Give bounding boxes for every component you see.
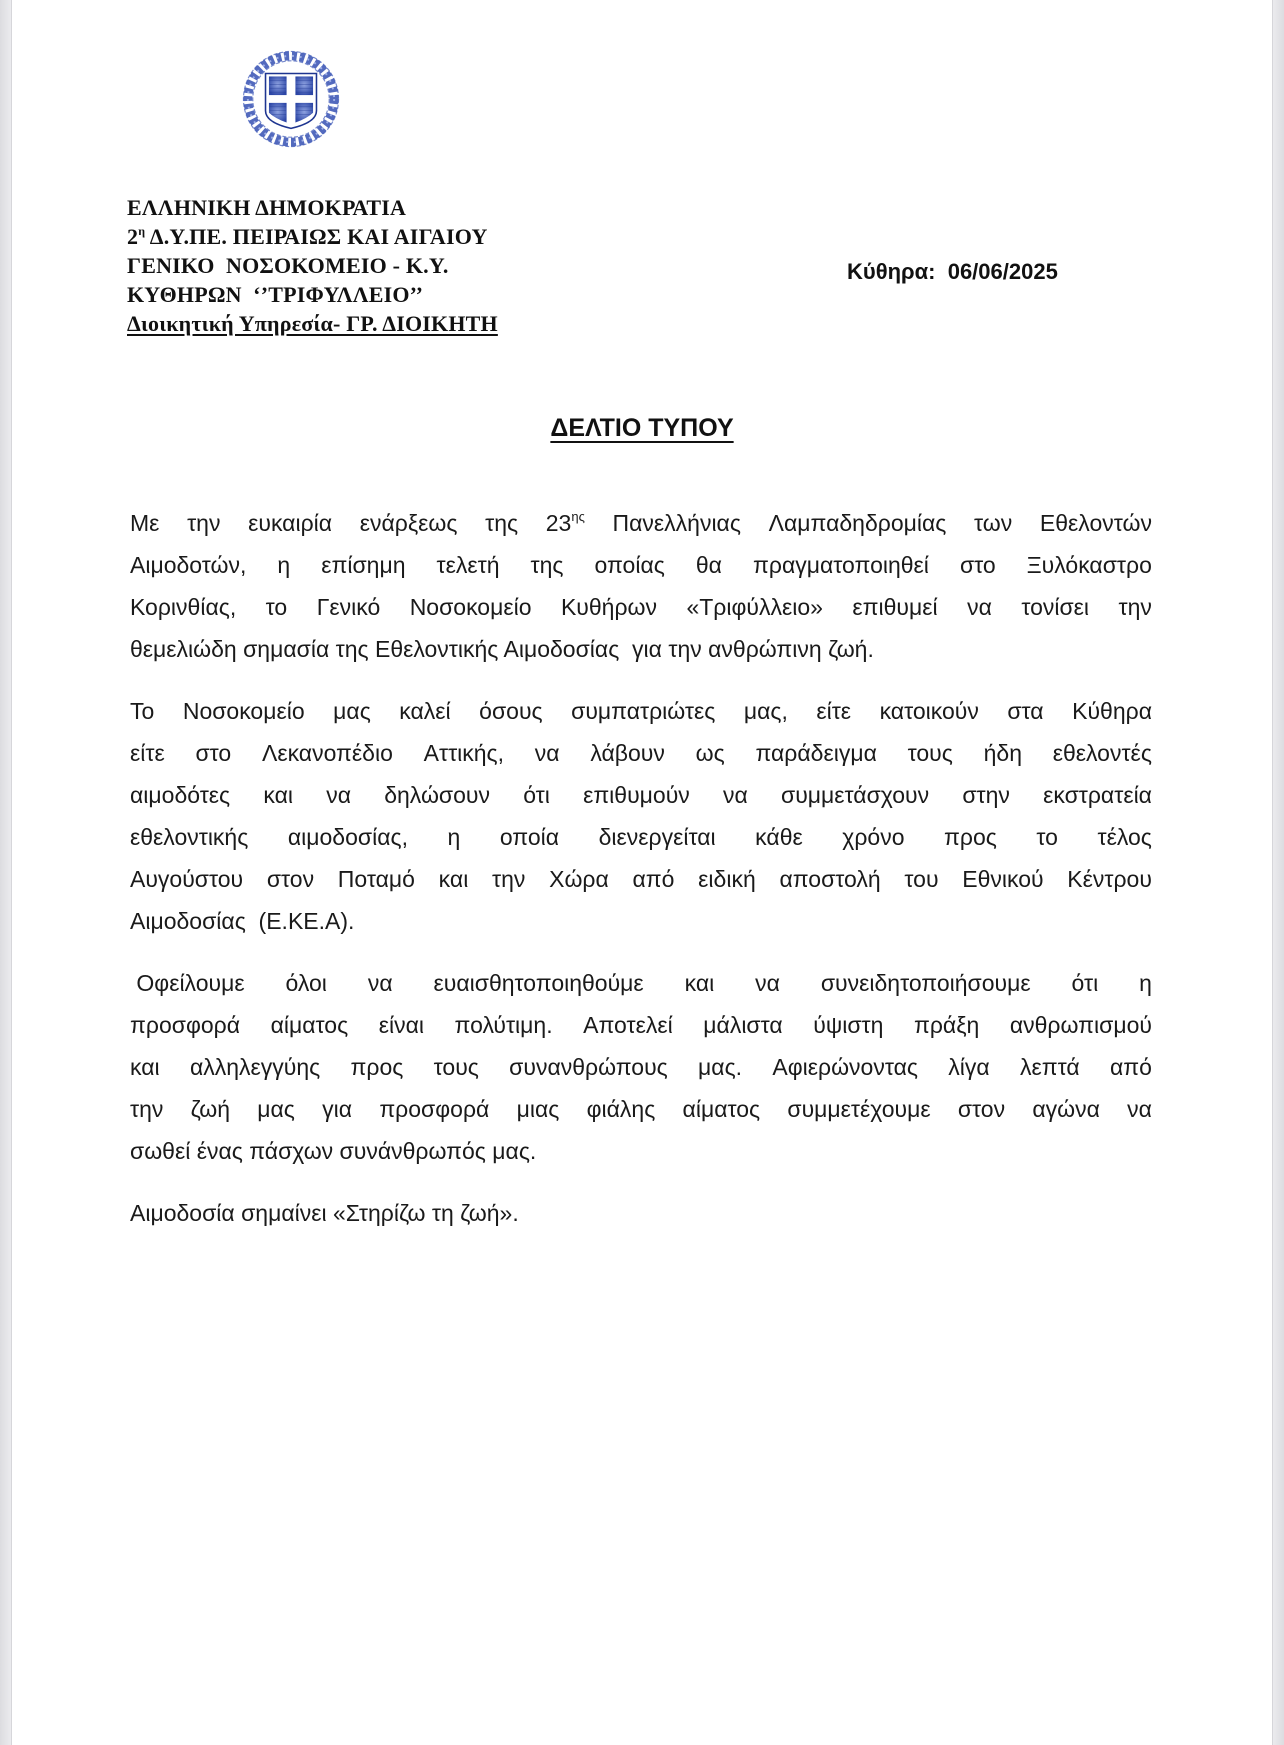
word: Αυγούστου [130, 866, 244, 892]
word: της [530, 552, 564, 578]
word: Εθελοντών [1039, 510, 1152, 536]
word: και [263, 782, 293, 808]
word: μάλιστα [703, 1012, 783, 1038]
word: εκστρατεία [1043, 782, 1152, 808]
header-region-number: 2 [127, 224, 139, 249]
word: ευκαιρία [248, 510, 333, 536]
line-text: θεμελιώδη σημασία της Εθελοντικής Αιμοδοσίας για την ανθρώπινη ζωή. [130, 636, 874, 662]
word: να [326, 782, 351, 808]
word: να [755, 970, 780, 996]
word: ανθρωπισμού [1009, 1012, 1152, 1038]
paragraph-line [130, 502, 1152, 544]
word: ύψιστη [813, 1012, 884, 1038]
paragraph-line [130, 1130, 1152, 1172]
paragraph-line [130, 1088, 1152, 1130]
word: δηλώσουν [384, 782, 490, 808]
word: Κέντρου [1067, 866, 1152, 892]
word: να [723, 782, 748, 808]
word: για [322, 1096, 353, 1122]
word: στο [195, 740, 232, 766]
coat-of-arms-emblem [242, 50, 340, 148]
word: ειδική [698, 866, 756, 892]
place-and-date: Κύθηρα: 06/06/2025 [847, 259, 1058, 284]
word: η [1139, 970, 1152, 996]
word: Αττικής, [423, 740, 505, 766]
word: του [904, 866, 939, 892]
word: πράξη [913, 1012, 980, 1038]
ordinal-superscript: ης [571, 509, 585, 524]
word: συνειδητοποιήσουμε [820, 970, 1031, 996]
word: η [277, 552, 291, 578]
document-title [0, 414, 1284, 443]
word: Οφείλουμε [130, 970, 245, 996]
paragraph-line [130, 1004, 1152, 1046]
word: από [1109, 1054, 1152, 1080]
word: συνανθρώπους [509, 1054, 668, 1080]
word: της [485, 510, 519, 536]
word: $23^{\eta\varsigma}$ [545, 509, 585, 536]
word: Γενικό [316, 594, 381, 620]
word: στον [266, 866, 315, 892]
word: στα [1007, 698, 1044, 724]
word: Κυθήρων [560, 594, 657, 620]
word: ενάρξεως [359, 510, 458, 536]
paragraph-line [130, 586, 1152, 628]
word: η [447, 824, 461, 850]
word: μιας [516, 1096, 560, 1122]
word: πολύτιμη. [454, 1012, 553, 1038]
word: Λεκανοπέδιο [261, 740, 393, 766]
word: ευαισθητοποιηθούμε [433, 970, 644, 996]
header-line-health-region [127, 222, 498, 251]
word: αλληλεγγύης [189, 1054, 321, 1080]
word: Αφιερώνοντας [772, 1054, 918, 1080]
word: ότι [1071, 970, 1099, 996]
word: κάθε [755, 824, 803, 850]
word: να [534, 740, 560, 766]
header-region-name: Δ.Υ.ΠΕ. ΠΕΙΡΑΙΩΣ ΚΑΙ ΑΙΓΑΙΟΥ [145, 224, 488, 249]
word: Ποταμό [337, 866, 415, 892]
word: ζωή [190, 1096, 230, 1122]
word: διενεργείται [598, 824, 716, 850]
paragraph-line [130, 774, 1152, 816]
word: και [130, 1054, 160, 1080]
word: τελετή [436, 552, 500, 578]
word: συμμετάσχουν [781, 782, 930, 808]
word: Κύθηρα [1072, 698, 1152, 724]
word: να [967, 594, 992, 620]
word: Νοσοκομείο [182, 698, 305, 724]
paragraph-line [130, 816, 1152, 858]
word: πραγματοποιηθεί [753, 552, 929, 578]
word: Αποτελεί [583, 1012, 673, 1038]
word: μας, [743, 698, 788, 724]
line-text: Αιμοδοσία σημαίνει «Στηρίζω τη ζωή». [130, 1200, 519, 1226]
word: την [130, 1096, 164, 1122]
word: προς [350, 1054, 404, 1080]
word: λίγα [948, 1054, 990, 1080]
word: τους [433, 1054, 479, 1080]
paragraph-line [130, 962, 1152, 1004]
paragraph-line [130, 628, 1152, 670]
word: τονίσει [1021, 594, 1090, 620]
word: λάβουν [590, 740, 665, 766]
word: προσφορά [379, 1096, 490, 1122]
word: Ξυλόκαστρο [1026, 552, 1152, 578]
header-line-department: Διοικητική Υπηρεσία- ΓΡ. ΔΙΟΙΚΗΤΗ [127, 311, 498, 336]
word: αιμοδότες [130, 782, 231, 808]
word: Με [130, 510, 160, 536]
word: επιθυμούν [583, 782, 690, 808]
paragraph-3 [130, 962, 1152, 1172]
word: όλοι [285, 970, 327, 996]
word: την [1118, 594, 1152, 620]
line-text: Αιμοδοσίας (Ε.ΚΕ.Α). [130, 908, 355, 934]
word: οποίας [594, 552, 665, 578]
word: αίματος [270, 1012, 349, 1038]
word: τους [907, 740, 953, 766]
word: αιμοδοσίας, [287, 824, 408, 850]
word: ήδη [983, 740, 1022, 766]
word: προσφορά [130, 1012, 241, 1038]
word: να [367, 970, 393, 996]
header-line-hospital: ΓΕΝΙΚΟ ΝΟΣΟΚΟΜΕΙΟ - Κ.Υ. [127, 253, 449, 278]
word: μας. [698, 1054, 743, 1080]
header-line-hospital-name: ΚΥΘΗΡΩΝ ‘’ΤΡΙΦΥΛΛΕΙΟ’’ [127, 282, 424, 307]
word: το [1036, 824, 1058, 850]
paragraph-line [130, 1192, 1152, 1234]
word: όσους [479, 698, 543, 724]
paragraph-1 [130, 502, 1152, 670]
word: κατοικούν [879, 698, 979, 724]
word: από [632, 866, 675, 892]
word: ότι [523, 782, 550, 808]
word: στον [957, 1096, 1006, 1122]
word: εθελοντικής [130, 824, 249, 850]
word: Πανελλήνιας [612, 510, 741, 536]
paragraph-line [130, 900, 1152, 942]
word: εθελοντές [1052, 740, 1152, 766]
word: λεπτά [1019, 1054, 1080, 1080]
word: το [265, 594, 288, 620]
header-line-republic: ΕΛΛΗΝΙΚΗ ΔΗΜΟΚΡΑΤΙΑ [127, 195, 407, 220]
word: συμμετέχουμε [787, 1096, 931, 1122]
word: θα [695, 552, 722, 578]
word: αίματος [682, 1096, 761, 1122]
word: είναι [378, 1012, 424, 1038]
word: των [974, 510, 1013, 536]
word: επίσημη [321, 552, 406, 578]
word: και [438, 866, 469, 892]
word: επιθυμεί [852, 594, 938, 620]
word: Κορινθίας, [130, 594, 237, 620]
word: χρόνο [842, 824, 905, 850]
paragraph-line [130, 858, 1152, 900]
page-edge-right [1272, 0, 1284, 1745]
word: προς [944, 824, 997, 850]
word: να [1127, 1096, 1152, 1122]
issuing-authority-header [127, 193, 498, 338]
line-text: σωθεί ένας πάσχων συνάνθρωπός μας. [130, 1138, 537, 1164]
word: «Τριφύλλειο» [686, 594, 823, 620]
paragraph-4 [130, 1192, 1152, 1234]
word: αποστολή [779, 866, 881, 892]
word: μας [333, 698, 371, 724]
word: Το [130, 698, 155, 724]
word: την [492, 866, 526, 892]
word: παράδειγμα [755, 740, 877, 766]
word: την [187, 510, 221, 536]
header-region-ordinal: η [138, 224, 146, 238]
word: μας [257, 1096, 295, 1122]
word: στην [962, 782, 1010, 808]
word: φιάλης [586, 1096, 656, 1122]
word: Χώρα [549, 866, 609, 892]
page-edge-left [0, 0, 12, 1745]
word: ως [695, 740, 725, 766]
word: στο [959, 552, 996, 578]
word: Αιμοδοτών, [130, 552, 247, 578]
word: και [684, 970, 715, 996]
word: τέλος [1097, 824, 1152, 850]
word: Νοσοκομείο [409, 594, 532, 620]
word: Λαμπαδηδρομίας [768, 510, 947, 536]
word: καλεί [399, 698, 451, 724]
word: Εθνικού [962, 866, 1044, 892]
word: συμπατριώτες [571, 698, 716, 724]
paragraph-line [130, 690, 1152, 732]
paragraph-line [130, 544, 1152, 586]
document-title-text: ΔΕΛΤΙΟ ΤΥΠΟΥ [550, 414, 734, 442]
word: είτε [130, 740, 165, 766]
word: είτε [816, 698, 852, 724]
paragraph-line [130, 732, 1152, 774]
paragraph-line [130, 1046, 1152, 1088]
word: οποία [499, 824, 560, 850]
paragraph-2 [130, 690, 1152, 942]
word: αγώνα [1032, 1096, 1100, 1122]
